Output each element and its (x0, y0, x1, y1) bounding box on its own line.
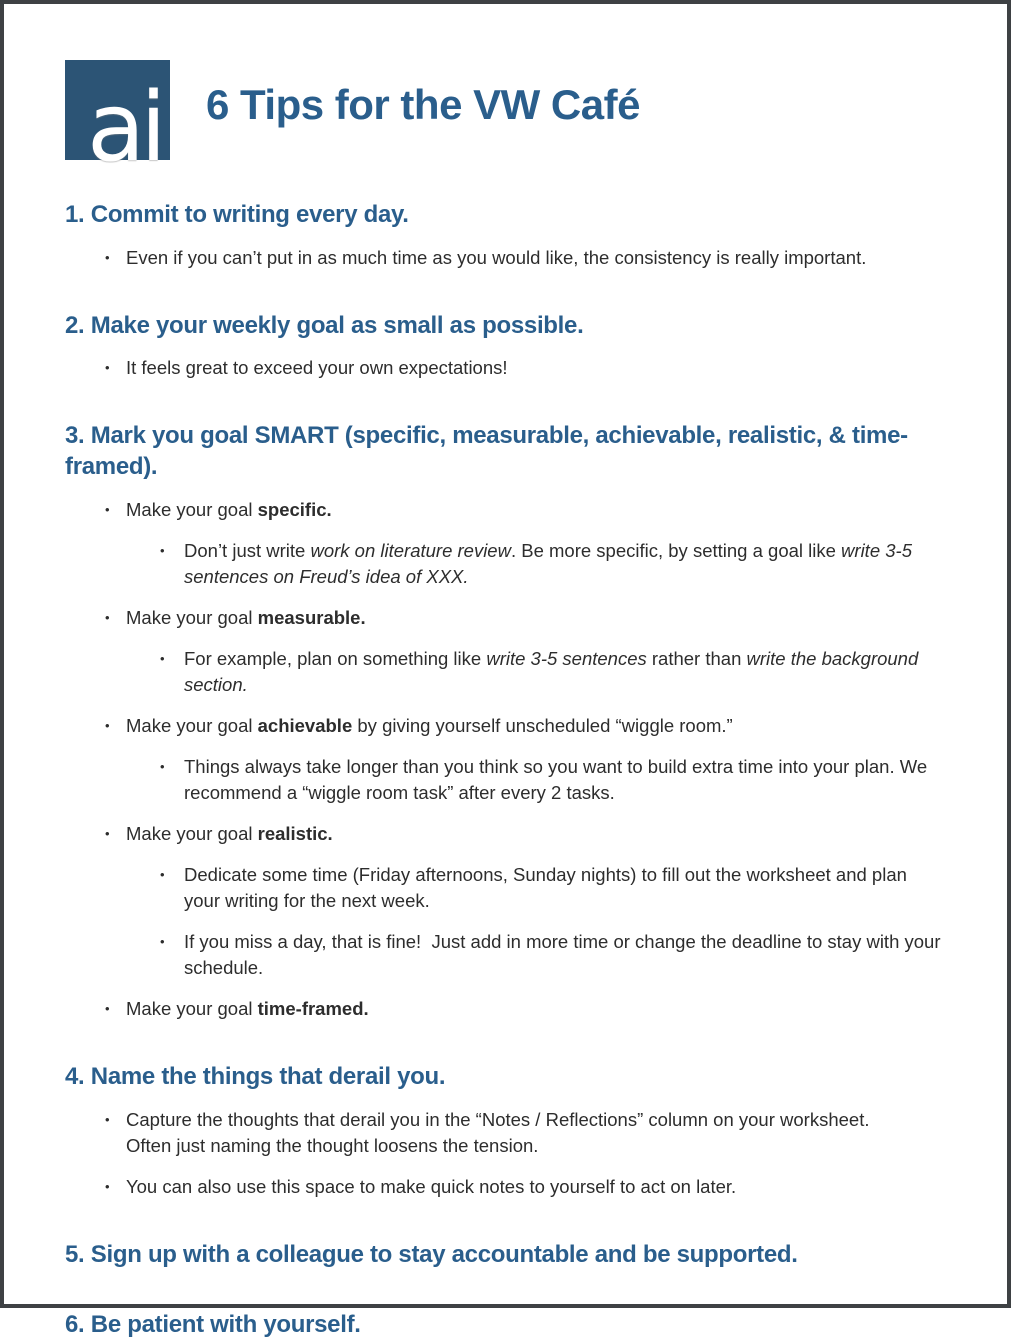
bullet-icon: • (105, 1178, 110, 1194)
bullet-icon: • (160, 933, 165, 949)
logo-text: ai (87, 73, 162, 183)
bullet-item (65, 245, 947, 271)
bullet-icon: • (105, 360, 110, 376)
bullet-item (65, 996, 947, 1022)
bullet-icon: • (160, 542, 165, 558)
bullet-icon: • (160, 650, 165, 666)
sub-bullet-item (65, 929, 947, 981)
sub-bullet-item (65, 754, 947, 806)
bullet-text: Capture the thoughts that derail you in the “Notes / Reflections” column on your worksheet. Often just naming the thought loosens the tension. (126, 1108, 875, 1156)
bullet-item (65, 821, 947, 847)
section-heading: 6. Be patient with yourself. (65, 1311, 361, 1339)
bullet-text: Dedicate some time (Friday afternoons, Sunday nights) to fill out the worksheet and plan your writing for the next week. (184, 863, 913, 911)
sub-bullet-item (65, 646, 947, 698)
bullet-item (65, 1107, 947, 1159)
section-heading: 4. Name the things that derail you. (65, 1062, 446, 1090)
bullet-text: It feels great to exceed your own expectations! (126, 357, 508, 379)
section-smart-goal (65, 421, 947, 1021)
section-commit-daily (65, 200, 947, 271)
bullet-text: Make your goal realistic. (126, 822, 333, 844)
bullet-icon: • (105, 501, 110, 517)
bullet-text: Things always take longer than you think so you want to build extra time into your plan. We recommend a “wiggle room task” after every 2 tasks. (184, 755, 933, 803)
bullet-icon: • (105, 717, 110, 733)
bullet-icon: • (105, 1000, 110, 1016)
bullet-text: If you miss a day, that is fine! Just add in more time or change the deadline to stay with your schedule. (184, 930, 946, 978)
document-page (4, 4, 1007, 1341)
bullet-text: For example, plan on something like write 3-5 sentences rather than write the background section. (184, 647, 924, 695)
bullet-icon: • (105, 825, 110, 841)
section-derail (65, 1062, 947, 1200)
section-patience (65, 1310, 947, 1341)
section-heading: 3. Mark you goal SMART (specific, measurable, achievable, realistic, & time-framed). (65, 422, 908, 481)
bullet-text: Make your goal time-framed. (126, 997, 369, 1019)
bullet-text: Make your goal measurable. (126, 606, 366, 628)
section-heading: 1. Commit to writing every day. (65, 201, 409, 228)
bullet-text: You can also use this space to make quick notes to yourself to act on later. (126, 1175, 737, 1197)
bullet-text: Don’t just write work on literature review. Be more specific, by setting a goal like write 3-5 sentences on Freud’s idea of XXX. (184, 539, 918, 587)
section-heading: 2. Make your weekly goal as small as possible. (65, 311, 584, 339)
bullet-item (65, 497, 947, 523)
bullet-text: Even if you can’t put in as much time as you would like, the consistency is really important. (126, 246, 867, 268)
bullet-icon: • (160, 866, 165, 882)
bullet-text: Make your goal achievable by giving yourself unscheduled “wiggle room.” (126, 714, 733, 736)
section-heading: 5. Sign up with a colleague to stay accountable and be supported. (65, 1240, 798, 1268)
logo (65, 60, 170, 183)
bullet-icon: • (105, 249, 110, 265)
tips-list (65, 200, 947, 1341)
sub-bullet-item (65, 862, 947, 914)
bullet-icon: • (105, 609, 110, 625)
bullet-item (65, 605, 947, 631)
bullet-item (65, 713, 947, 739)
section-colleague (65, 1240, 947, 1271)
bullet-item (65, 1174, 947, 1200)
bullet-icon: • (105, 1111, 110, 1127)
section-weekly-goal (65, 311, 947, 382)
bullet-item (65, 355, 947, 381)
bullet-icon: • (160, 758, 165, 774)
sub-bullet-item (65, 538, 947, 590)
bullet-text: Make your goal specific. (126, 498, 332, 520)
page-title: 6 Tips for the VW Café (206, 81, 640, 128)
page-header (65, 60, 947, 183)
